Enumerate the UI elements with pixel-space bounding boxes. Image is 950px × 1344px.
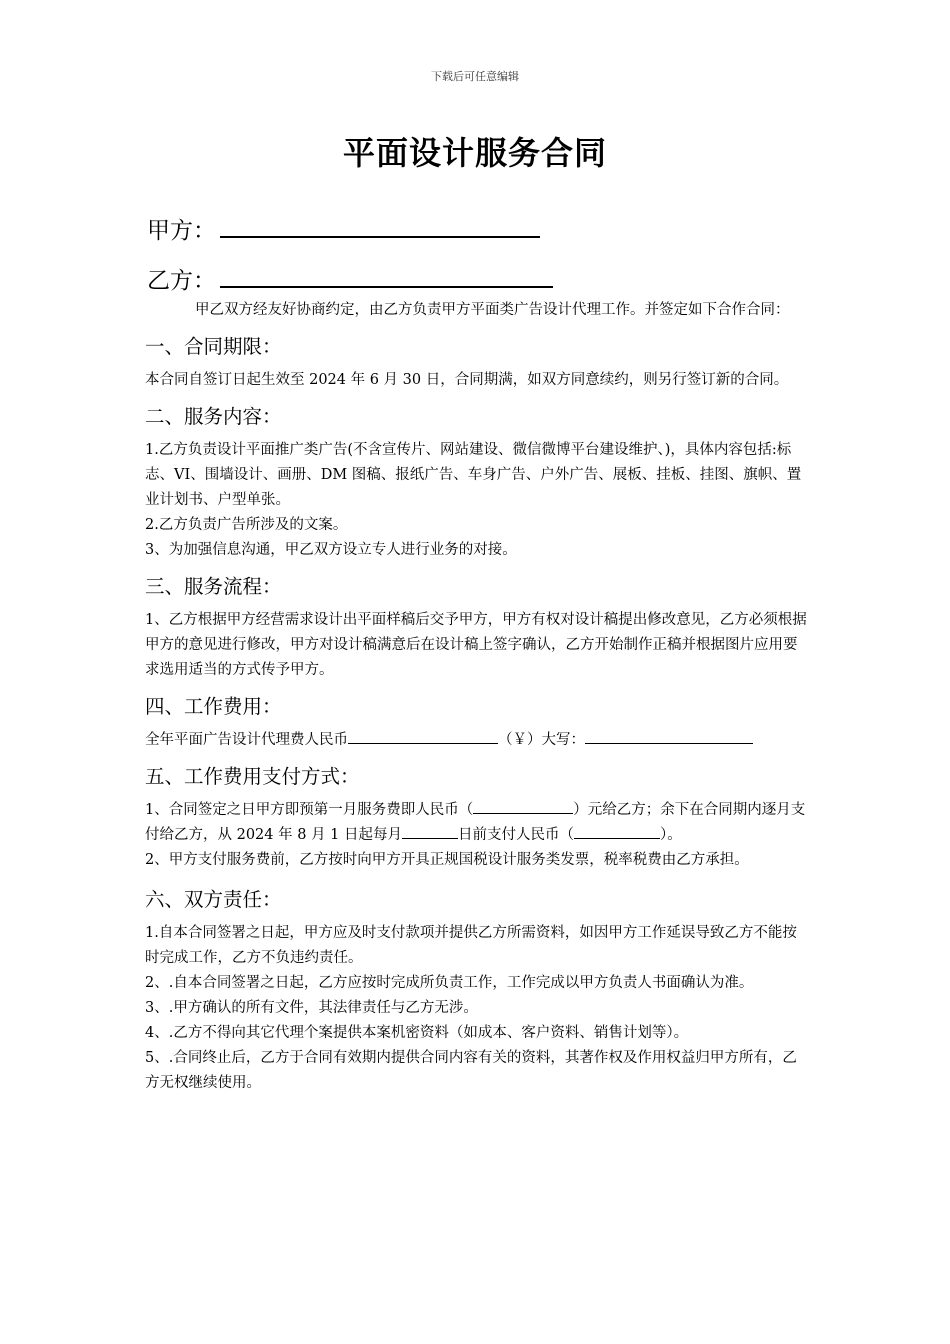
header-note: 下载后可任意编辑	[431, 70, 519, 83]
fee-words-blank	[585, 729, 753, 744]
intro-paragraph: 甲乙双方经友好协商约定，由乙方负责甲方平面类广告设计代理工作。并签定如下合作合同：	[195, 302, 790, 318]
payment-item-1	[145, 798, 810, 848]
monthly-fee-blank	[574, 824, 660, 839]
party-b-blank	[220, 285, 553, 288]
payment-text-b: ）元给乙方；余下在合同期内逐月支付给乙方，从 2024 年 8 月 1 日起每月	[145, 802, 806, 843]
responsibility-item-4: 4、.乙方不得向其它代理个案提供本案机密资料（如成本、客户资料、销售计划等）。	[145, 1025, 689, 1041]
party-a-line	[147, 212, 540, 245]
services-item-3: 3、为加强信息沟通，甲乙双方设立专人进行业务的对接。	[145, 542, 517, 558]
payment-text-d: ）。	[660, 827, 682, 843]
process-paragraph: 1、乙方根据甲方经营需求设计出平面样稿后交予甲方，甲方有权对设计稿提出修改意见，乙方必须根据甲方的意见进行修改，甲方对设计稿满意后在设计稿上签字确认，乙方开始制作正稿并根据图片应用要求选用适当的方式传予甲方。	[145, 612, 807, 678]
section-heading-services: 二、服务内容：	[145, 405, 282, 428]
payment-text-a: 1、合同签定之日甲方即预第一月服务费即人民币（	[145, 802, 474, 818]
services-item-1: 1.乙方负责设计平面推广类广告(不含宣传片、网站建设、微信微博平台建设维护、)，具体内容包括:标志、VI、围墙设计、画册、DM 图稿、报纸广告、车身广告、户外广告、展板、挂板、挂图、旗帜、置业计划书、户型单张。	[145, 442, 802, 508]
services-item-2: 2.乙方负责广告所涉及的文案。	[145, 517, 348, 533]
responsibility-item-3: 3、.甲方确认的所有文件，其法律责任与乙方无涉。	[145, 1000, 478, 1016]
pay-day-blank	[402, 824, 458, 839]
responsibility-item-5: 5、.合同终止后，乙方于合同有效期内提供合同内容有关的资料，其著作权及作用权益归甲方所有，乙方无权继续使用。	[145, 1050, 797, 1091]
section-heading-responsibilities: 六、双方责任：	[145, 888, 282, 911]
section-heading-term: 一、合同期限：	[145, 335, 282, 358]
fee-line	[145, 728, 810, 753]
first-month-fee-blank	[473, 799, 573, 814]
payment-text-c: 日前支付人民币（	[458, 827, 575, 843]
responsibility-item-1: 1.自本合同签署之日起，甲方应及时支付款项并提供乙方所需资料，如因甲方工作延误导致乙方不能按时完成工作，乙方不负违约责任。	[145, 925, 797, 966]
document-title: 平面设计服务合同	[342, 134, 607, 172]
party-b-line	[147, 262, 553, 295]
party-a-label: 甲方：	[147, 218, 216, 244]
responsibility-item-2: 2、.自本合同签署之日起，乙方应按时完成所负责工作，工作完成以甲方负责人书面确认为准。	[145, 975, 754, 991]
term-paragraph: 本合同自签订日起生效至 2024 年 6 月 30 日，合同期满，如双方同意续约，则另行签订新的合同。	[145, 372, 789, 388]
fee-middle: （￥）大写：	[498, 732, 585, 748]
section-heading-payment: 五、工作费用支付方式：	[145, 765, 360, 788]
contract-body	[145, 298, 810, 1096]
section-heading-process: 三、服务流程：	[145, 575, 282, 598]
party-a-blank	[220, 235, 540, 238]
payment-item-2: 2、甲方支付服务费前，乙方按时向甲方开具正规国税设计服务类发票，税率税费由乙方承担。	[145, 852, 749, 868]
section-heading-fees: 四、工作费用：	[145, 695, 282, 718]
party-b-label: 乙方：	[147, 268, 216, 294]
fee-prefix: 全年平面广告设计代理费人民币	[145, 732, 348, 748]
fee-amount-blank	[348, 729, 498, 744]
